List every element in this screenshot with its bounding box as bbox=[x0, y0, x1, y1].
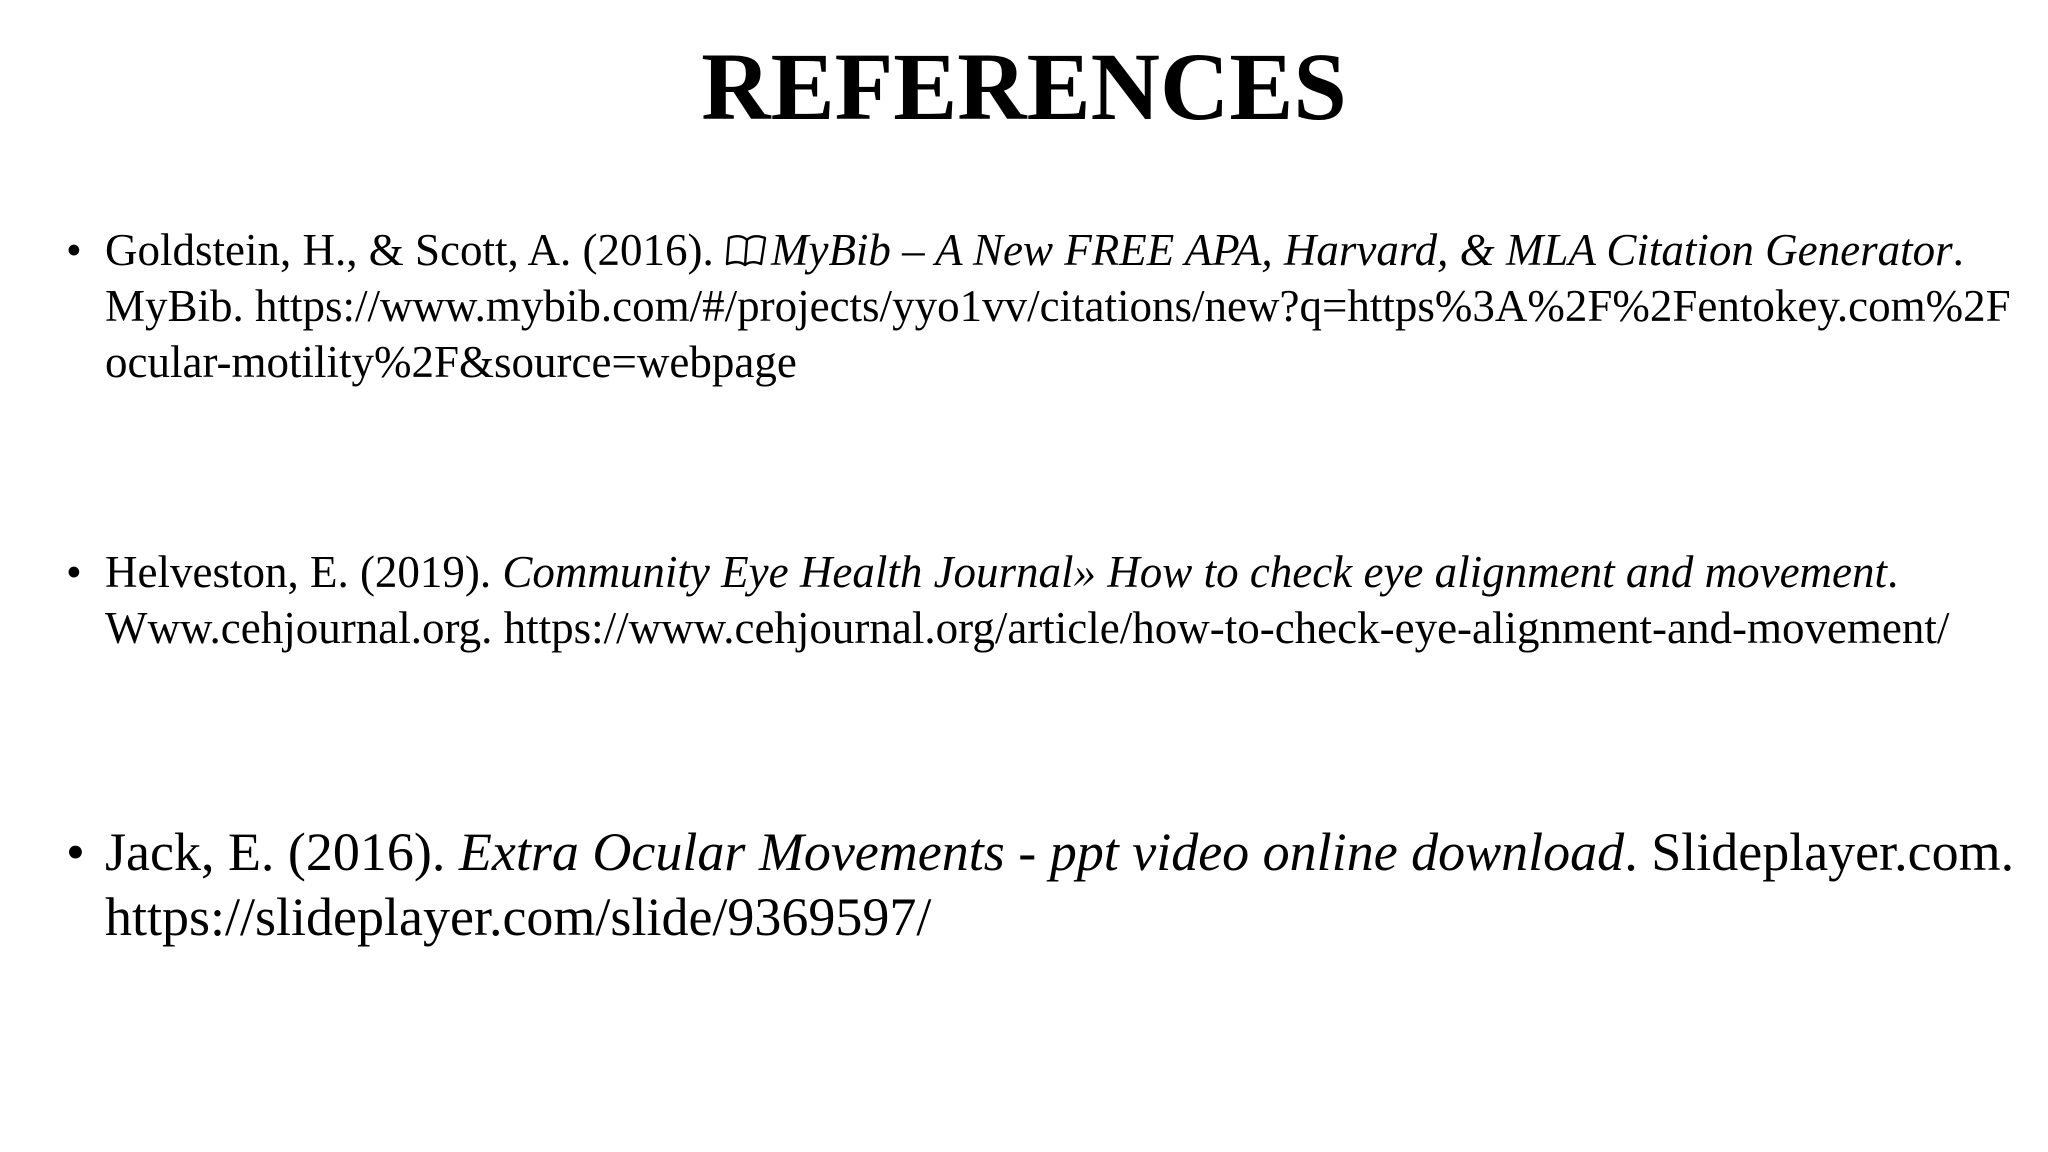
reference-authors-year: Helveston, E. (2019). bbox=[105, 547, 503, 597]
reference-item bbox=[66, 820, 2015, 950]
bullet: • bbox=[66, 822, 85, 882]
page-title: REFERENCES bbox=[701, 33, 1347, 140]
reference-title: Extra Ocular Movements - ppt video online download bbox=[458, 822, 1625, 882]
reference-item bbox=[66, 222, 2015, 390]
reference-title: Community Eye Health Journal» How to check eye alignment and movement bbox=[502, 547, 1888, 597]
reference-publisher: . Slideplayer.com. bbox=[1624, 822, 2015, 882]
bullet: • bbox=[66, 547, 82, 597]
reference-item bbox=[66, 544, 2015, 656]
reference-url[interactable]: https://www.cehjournal.org/article/how-to-check-eye-alignment-and-movement/ bbox=[503, 603, 1950, 653]
reference-url[interactable]: https://slideplayer.com/slide/9369597/ bbox=[105, 887, 932, 947]
bullet: • bbox=[66, 225, 82, 275]
reference-authors-year: Jack, E. (2016). bbox=[105, 822, 459, 882]
reference-url[interactable]: https://www.mybib.com/#/projects/yyo1vv/citations/new?q=https%3A%2F%2Fentokey.com%2Focular-motility%2F&source=webpage bbox=[105, 281, 2011, 387]
reference-publisher: . Www.cehjournal.org. bbox=[105, 547, 1899, 653]
reference-authors-year: Goldstein, H., & Scott, A. (2016). bbox=[105, 225, 725, 275]
reference-publisher: . MyBib. bbox=[105, 225, 1964, 331]
book-icon bbox=[725, 233, 769, 269]
reference-title: MyBib – A New FREE APA, Harvard, & MLA Citation Generator bbox=[770, 225, 1953, 275]
